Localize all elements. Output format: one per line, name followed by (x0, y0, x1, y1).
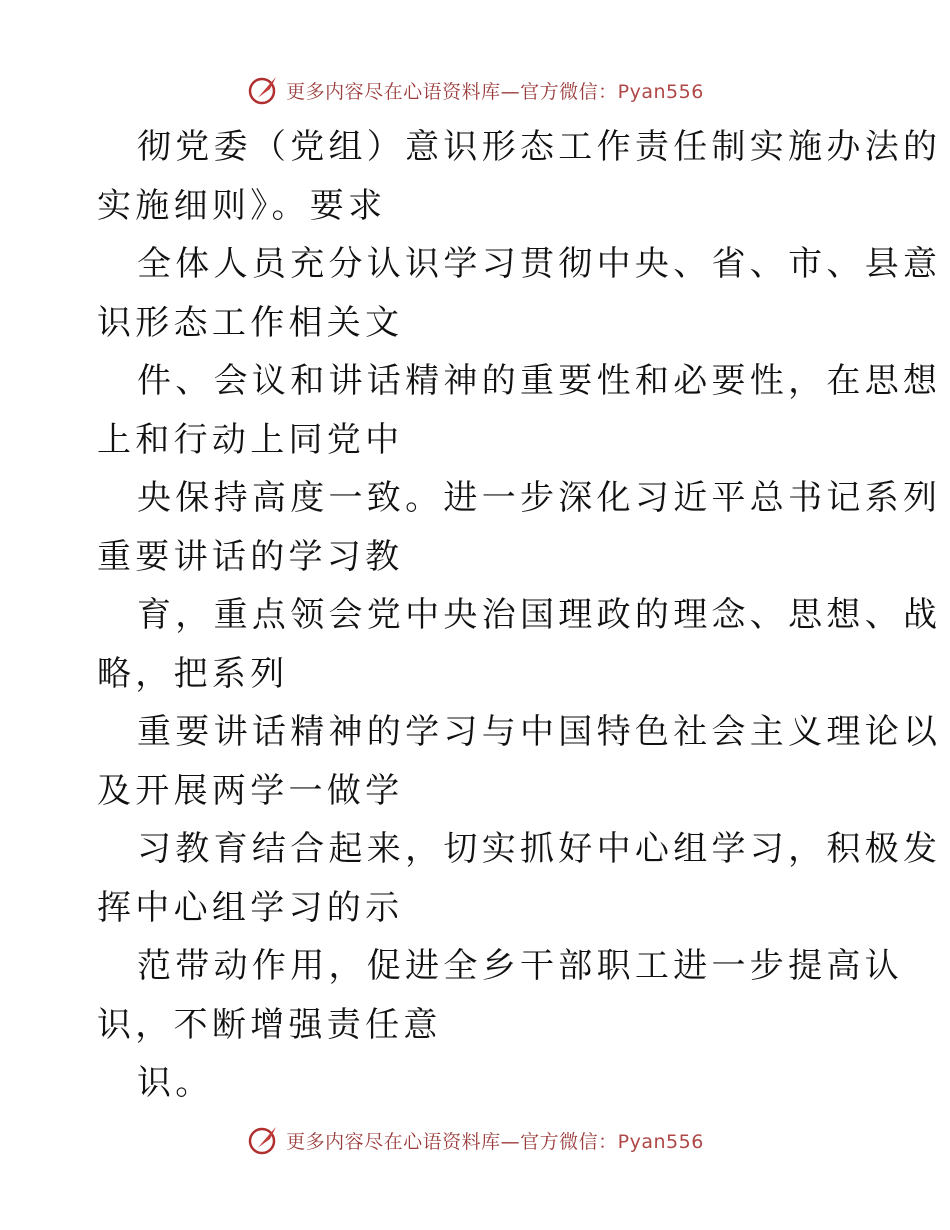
text-line: 识形态工作相关文 (97, 302, 404, 343)
text-line: 识，不断增强责任意 (97, 1004, 442, 1045)
feather-quill-logo-icon (246, 73, 280, 107)
text-line: 彻党委（党组）意识形态工作责任制实施办法的 (137, 127, 942, 167)
text-line: 重要讲话精神的学习与中国特色社会主义理论以 (137, 712, 942, 752)
text-line: 育，重点领会党中央治国理政的理念、思想、战 (137, 595, 942, 635)
watermark-text: 更多内容尽在心语资料库—官方微信：Pyan556 (286, 1130, 704, 1153)
watermark-text: 更多内容尽在心语资料库—官方微信：Pyan556 (286, 80, 704, 103)
text-line: 实施细则》。要求 (97, 185, 387, 226)
feather-quill-logo-icon (246, 1123, 280, 1157)
text-line: 范带动作用，促进全乡干部职工进一步提高认 (137, 946, 903, 986)
footer-watermark (0, 1120, 950, 1160)
text-line: 件、会议和讲话精神的重要性和必要性，在思想 (137, 361, 942, 401)
header-watermark (0, 70, 950, 110)
text-line: 挥中心组学习的示 (97, 887, 404, 928)
text-line: 及开展两学一做学 (97, 770, 404, 811)
document-body (97, 118, 942, 1113)
text-line: 识。 (137, 1063, 214, 1103)
text-line: 全体人员充分认识学习贯彻中央、省、市、县意 (137, 244, 942, 284)
text-line: 上和行动上同党中 (97, 419, 404, 460)
text-line: 略，把系列 (97, 653, 289, 694)
text-line: 央保持高度一致。进一步深化习近平总书记系列 (137, 478, 942, 518)
text-line: 习教育结合起来，切实抓好中心组学习，积极发 (137, 829, 942, 869)
text-line: 重要讲话的学习教 (97, 536, 404, 577)
